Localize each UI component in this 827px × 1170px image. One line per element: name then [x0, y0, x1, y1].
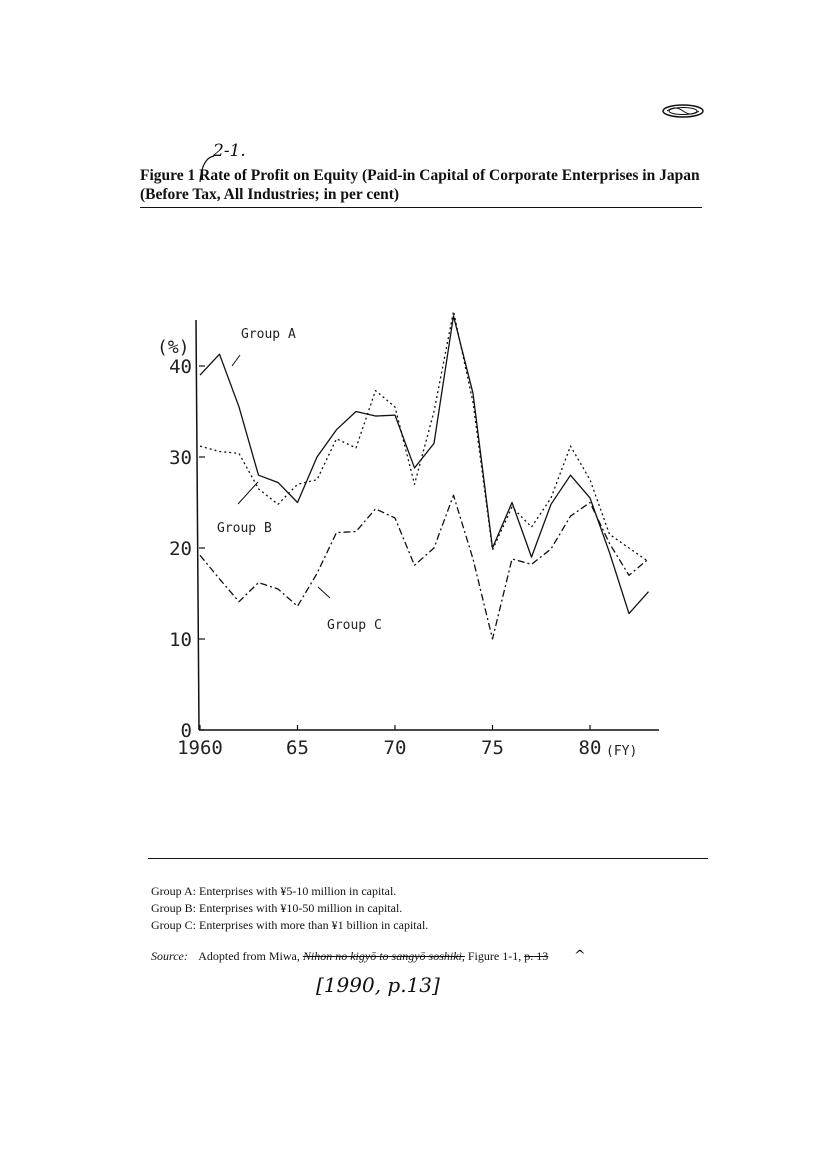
source-struck-title: Nihon no kigyō to sangyō soshiki,	[302, 949, 465, 963]
source-line	[151, 949, 548, 964]
source-text-before: Adopted from Miwa,	[198, 949, 300, 963]
footnote-rule	[148, 858, 708, 859]
x-tick-label: 70	[383, 737, 407, 759]
x-axis-label: (FY)	[606, 744, 638, 759]
x-tick-label: 80	[578, 737, 602, 759]
source-label: Source:	[151, 949, 188, 963]
y-axis-label: (%)	[157, 337, 190, 358]
handwritten-citation: [1990, p.13]	[316, 973, 440, 997]
handwritten-caret: ^	[574, 948, 586, 964]
annotation-group-b: Group B	[217, 521, 272, 536]
figure-label: Figure 1	[140, 167, 196, 184]
annotation-group-c: Group C	[327, 618, 382, 633]
y-tick-label: 40	[169, 356, 192, 378]
figure-title-text: Rate of Profit on Equity (Paid-in Capital of Corporate Enterprises in Japan (Before Tax, All Industries; in per cent)	[140, 167, 700, 203]
chart-series	[200, 311, 649, 639]
y-tick-label: 10	[169, 629, 192, 651]
chart-axes	[157, 320, 659, 759]
x-tick-label: 1960	[177, 737, 223, 759]
x-tick-label: 65	[286, 737, 309, 759]
series-line-group-c	[200, 495, 649, 639]
y-axis-line	[196, 320, 199, 730]
y-tick-label: 30	[169, 447, 192, 469]
annotation-pointer	[318, 587, 330, 598]
x-tick-label: 75	[481, 737, 504, 759]
handwritten-figure-number: 2-1.	[213, 141, 246, 161]
y-tick-label: 0	[180, 720, 192, 742]
note-group-c: Group C: Enterprises with more than ¥1 billion in capital.	[151, 918, 429, 932]
note-group-b: Group B: Enterprises with ¥10-50 million in capital.	[151, 901, 403, 915]
annotation-pointer	[238, 482, 258, 504]
annotation-group-a: Group A	[241, 327, 296, 342]
chart-labels	[217, 327, 382, 633]
source-text-after: Figure 1-1,	[467, 949, 522, 963]
source-page: p. 13	[524, 949, 549, 963]
note-group-a: Group A: Enterprises with ¥5-10 million in capital.	[151, 884, 397, 898]
annotation-pointer	[232, 355, 240, 366]
y-tick-label: 20	[169, 538, 192, 560]
